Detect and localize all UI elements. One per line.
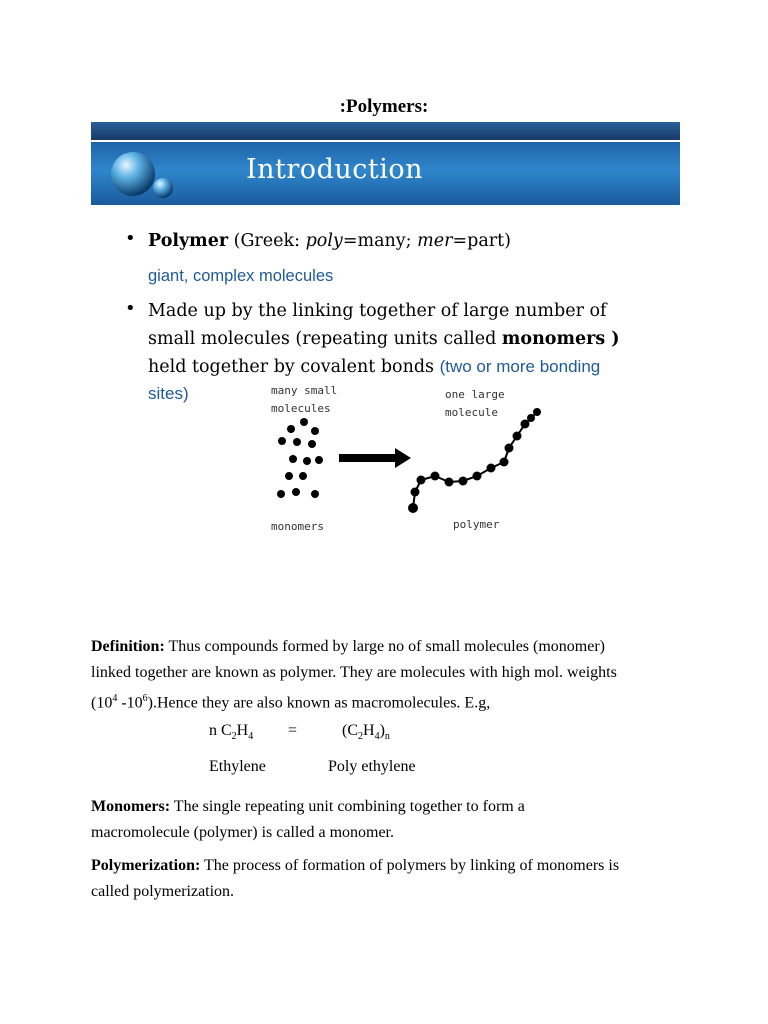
polymer-chain (408, 408, 541, 513)
eq-sub: 2 (231, 731, 237, 743)
monomers-line2: macromolecule (polymer) is called a monomer. (91, 824, 394, 841)
label-molecule: molecule (445, 406, 498, 419)
polymerization-line2: called polymerization. (91, 883, 235, 900)
monomers-label: Monomers: (91, 798, 171, 815)
eq-h: H (236, 722, 249, 739)
equation-name-ethylene: Ethylene (209, 758, 266, 775)
def-text3c: ).Hence they are also known as macromolecules. E.g, (147, 694, 491, 712)
line3-blue: (two or more bonding (439, 357, 601, 376)
eq-rhs-h: H (363, 722, 375, 739)
line2-text: small molecules (repeating units called (148, 329, 502, 349)
monomers-paragraph (91, 794, 691, 846)
slide-banner-title: Introduction (246, 154, 423, 185)
bullet-sub-giant: giant, complex molecules (148, 267, 334, 285)
eq-n-c: n C (209, 722, 232, 739)
page-title: :Polymers: (339, 96, 429, 117)
monomers-text1: The single repeating unit combining together to form a (170, 798, 525, 815)
monomers-bold: monomers ) (501, 329, 620, 349)
equation-rhs (342, 722, 390, 742)
greek-poly: poly (305, 231, 343, 251)
definition-text1: Thus compounds formed by large no of small molecules (monomer) (164, 638, 605, 655)
label-molecules: molecules (271, 402, 331, 415)
bullet-made-up-line2 (148, 326, 620, 353)
arrow-icon (339, 448, 411, 468)
bullet-marker: • (125, 228, 136, 249)
definition-line1 (91, 634, 691, 660)
label-one-large: one large (445, 388, 505, 401)
bullet-term: Polymer (148, 231, 229, 251)
exp-6: 6 (142, 693, 148, 704)
label-polymer: polymer (453, 518, 500, 531)
greek-open: (Greek: (228, 231, 306, 251)
greek-mer: mer (417, 231, 453, 251)
slide-banner (91, 142, 680, 205)
definition-line2: linked together are known as polymer. They are molecules with high mol. weights (91, 664, 617, 681)
monomers-line1 (91, 794, 691, 820)
intro-slide-figure (91, 122, 680, 534)
line3-text: held together by covalent bonds (148, 357, 440, 377)
polymerization-line1 (91, 853, 691, 879)
definition-paragraph (91, 634, 691, 716)
label-monomers: monomers (271, 520, 324, 533)
eq-sub-n: n (384, 731, 390, 743)
bullet-marker: • (125, 298, 136, 319)
eq-sub: 4 (248, 731, 254, 743)
exp-4: 4 (112, 693, 118, 704)
greek-many: =many; (342, 231, 418, 251)
eq-sub: 2 (358, 731, 363, 743)
slide-top-bar (91, 122, 680, 140)
bullet-made-up-line4: sites) (148, 384, 189, 403)
bullet-made-up-line3 (148, 353, 600, 381)
bullet-made-up-line1: Made up by the linking together of large number of (148, 301, 607, 321)
definition-line3 (91, 686, 691, 716)
greek-part: =part) (452, 231, 511, 251)
label-many-small: many small (271, 384, 338, 397)
polymerization-text1: The process of formation of polymers by linking of monomers is (200, 857, 620, 874)
bullet-polymer (148, 228, 511, 255)
polymerization-label: Polymerization: (91, 857, 201, 874)
def-text3b: -10 (117, 694, 143, 712)
orb-icon (105, 146, 185, 206)
monomer-polymer-illustration (269, 384, 549, 534)
equation-lhs (209, 722, 253, 742)
equation-equals: = (288, 722, 298, 739)
eq-rhs-open: (C (342, 722, 358, 739)
eq-rhs-close: ) (379, 722, 385, 739)
monomer-dots (277, 418, 323, 498)
polymerization-paragraph (91, 853, 691, 905)
eq-sub: 4 (374, 731, 380, 743)
def-text3a: (10 (91, 694, 113, 712)
definition-label: Definition: (91, 638, 165, 655)
equation-name-polyethylene: Poly ethylene (328, 758, 416, 775)
